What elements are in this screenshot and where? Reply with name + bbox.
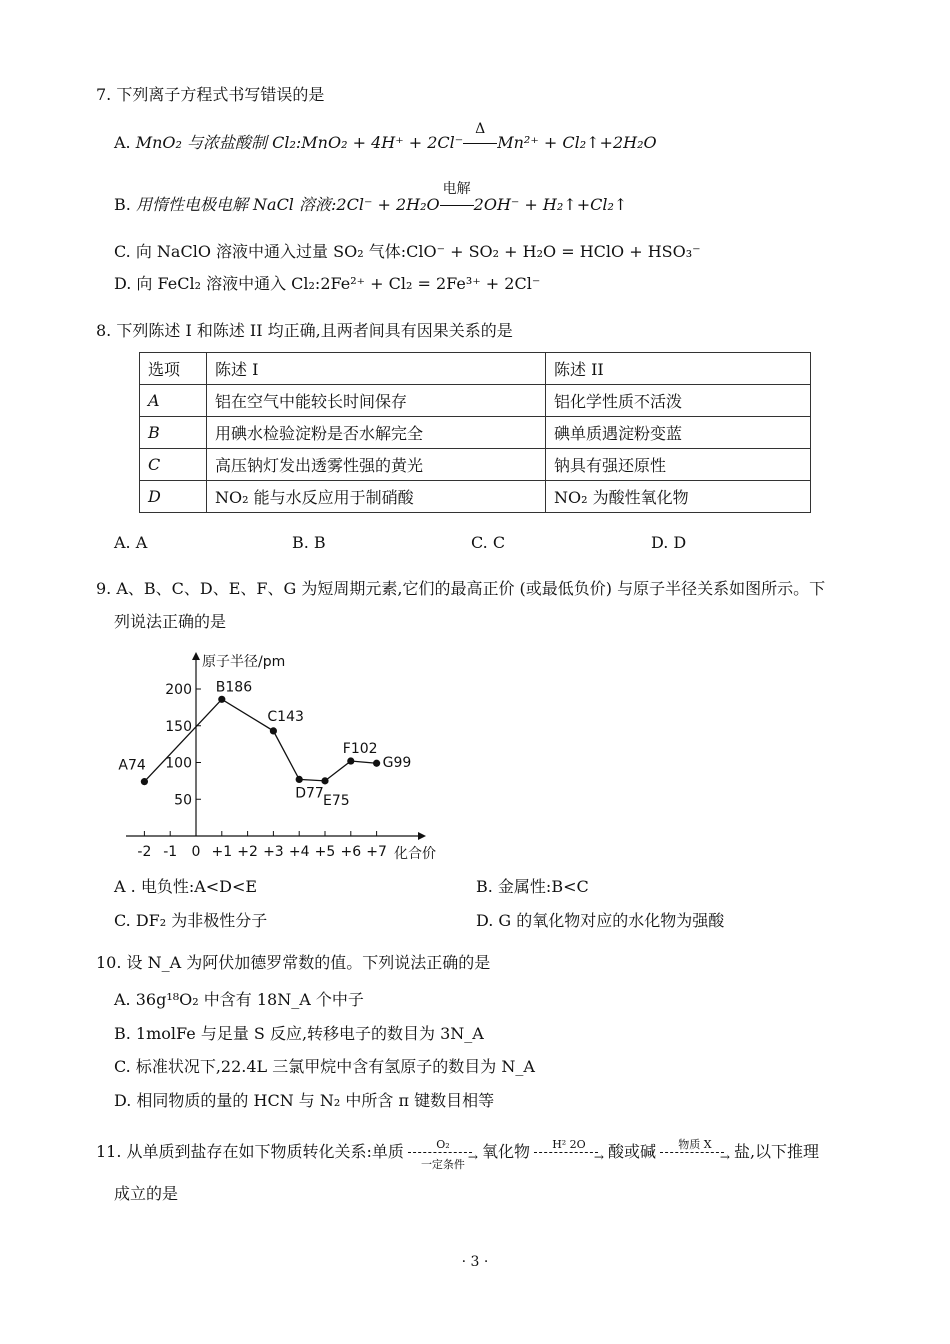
- y-tick-label: 200: [165, 682, 192, 698]
- q10-option-c: C. 标准状况下,22.4L 三氯甲烷中含有氢原子的数目为 N_A: [114, 1057, 535, 1076]
- row-statement-1: 高压钠灯发出透雾性强的黄光: [207, 449, 546, 481]
- x-tick-label: +2: [237, 844, 258, 860]
- row-statement-2: 铝化学性质不活泼: [546, 385, 811, 417]
- q9-option-a: A . 电负性:A<D<E: [114, 877, 258, 896]
- electrolysis-label: 电解: [442, 181, 471, 197]
- q7-option-c: C. 向 NaClO 溶液中通入过量 SO₂ 气体:ClO⁻ + SO₂ + H₂O = HClO + HSO₃⁻: [114, 242, 701, 261]
- q9-option-d: D. G 的氧化物对应的水化物为强酸: [476, 911, 725, 930]
- q7-b-text: 用惰性电极电解 NaCl 溶液:2Cl⁻ + 2H₂O: [135, 195, 440, 214]
- q11-arrow-1: [408, 1137, 478, 1171]
- x-tick-label: +7: [366, 844, 387, 860]
- q7-a-rest: Mn²⁺ + Cl₂↑+2H₂O: [497, 133, 657, 152]
- q8-choice-b: B. B: [292, 533, 326, 552]
- q11-stem-c: 成立的是: [114, 1184, 179, 1203]
- x-axis-arrow-icon: [418, 832, 426, 840]
- q10-option-b: B. 1molFe 与足量 S 反应,转移电子的数目为 3N_A: [114, 1024, 484, 1043]
- row-statement-1: NO₂ 能与水反应用于制硝酸: [207, 481, 546, 513]
- table-header-row: [140, 353, 811, 385]
- q8-table: [139, 352, 811, 513]
- table-row: [140, 481, 811, 513]
- x-tick-label: +1: [211, 844, 233, 860]
- q7-stem: 7. 下列离子方程式书写错误的是: [96, 85, 325, 104]
- q11-stem: [96, 1137, 820, 1171]
- q8-choice-d: D. D: [651, 533, 687, 552]
- data-label: F102: [342, 741, 378, 758]
- table-row: [140, 385, 811, 417]
- row-statement-1: 铝在空气中能较长时间保存: [207, 385, 546, 417]
- q11-stem-b: 盐,以下推理: [733, 1142, 820, 1161]
- data-label: E75: [323, 792, 350, 809]
- y-tick-label: 100: [165, 755, 192, 772]
- q8-choice-a: A. A: [114, 533, 148, 552]
- x-tick-label: 0: [191, 844, 201, 860]
- q7-option-a: [114, 121, 657, 154]
- row-option: D: [140, 481, 207, 513]
- row-statement-2: 钠具有强还原性: [546, 449, 811, 481]
- header-statement-2: 陈述 II: [546, 353, 811, 385]
- arrow1-top: O₂: [436, 1137, 450, 1151]
- x-tick-label: -2: [137, 844, 152, 860]
- table-row: [140, 417, 811, 449]
- q10-stem: 10. 设 N_A 为阿伏加德罗常数的值。下列说法正确的是: [96, 953, 491, 972]
- x-tick-label: +3: [263, 844, 284, 860]
- arrow-head-icon: →: [467, 1149, 478, 1164]
- x-tick-label: +6: [340, 844, 362, 860]
- q7-a-text: MnO₂ 与浓盐酸制 Cl₂:MnO₂ + 4H⁺ + 2Cl⁻: [135, 133, 464, 152]
- data-label: C143: [267, 708, 304, 725]
- q7-option-b: [114, 181, 628, 216]
- data-label: A74: [118, 757, 146, 774]
- q7-a-prefix: A.: [114, 133, 136, 152]
- x-axis-label: 化合价: [394, 846, 436, 862]
- data-label: D77: [295, 785, 324, 802]
- q7-option-d: D. 向 FeCl₂ 溶液中通入 Cl₂:2Fe²⁺ + Cl₂ = 2Fe³⁺ + 2Cl⁻: [114, 274, 541, 293]
- x-tick-label: +4: [288, 844, 310, 860]
- row-statement-2: 碘单质遇淀粉变蓝: [546, 417, 811, 449]
- q7-b-condition: [440, 181, 474, 216]
- data-point: [218, 696, 225, 703]
- y-axis-arrow-icon: [192, 652, 200, 660]
- heat-symbol: Δ: [475, 121, 486, 137]
- row-option: A: [140, 385, 207, 417]
- q10-option-a: A. 36g¹⁸O₂ 中含有 18N_A 个中子: [114, 990, 364, 1009]
- q8-choice-c: C. C: [471, 533, 506, 552]
- row-statement-2: NO₂ 为酸性氧化物: [546, 481, 811, 513]
- row-statement-1: 用碘水检验淀粉是否水解完全: [207, 417, 546, 449]
- row-option: C: [140, 449, 207, 481]
- arrow1-bottom: 一定条件: [420, 1157, 465, 1171]
- q9-option-c: C. DF₂ 为非极性分子: [114, 911, 268, 930]
- q9-stem-line2: 列说法正确的是: [114, 612, 227, 631]
- q9-stem-line1: 9. A、B、C、D、E、F、G 为短周期元素,它们的最高正价 (或最低负价) 与原子半径关系如图所示。下: [96, 579, 826, 598]
- q11-arrow-3: [660, 1137, 730, 1164]
- x-tick-label: +5: [314, 844, 336, 860]
- arrow-head-icon: →: [593, 1149, 604, 1164]
- data-point: [270, 727, 277, 734]
- radius-valence-chart: [118, 648, 458, 866]
- q10-option-d: D. 相同物质的量的 HCN 与 N₂ 中所含 π 键数目相等: [114, 1091, 495, 1110]
- data-point: [296, 776, 303, 783]
- arrow3-top: 物质 X: [678, 1137, 712, 1151]
- q8-stem: 8. 下列陈述 I 和陈述 II 均正确,且两者间具有因果关系的是: [96, 321, 513, 340]
- header-statement-1: 陈述 I: [207, 353, 546, 385]
- y-tick-label: 50: [174, 792, 192, 809]
- arrow-head-icon: →: [719, 1149, 730, 1164]
- q7-b-prefix: B.: [114, 195, 136, 214]
- data-label: B186: [215, 679, 253, 696]
- q9-option-b: B. 金属性:B<C: [476, 877, 589, 896]
- page-number: · 3 ·: [461, 1254, 489, 1270]
- y-tick-label: 150: [165, 718, 192, 735]
- data-point: [373, 760, 380, 767]
- q11-mid-2: 酸或碱: [607, 1142, 656, 1161]
- data-label: G99: [382, 755, 412, 772]
- q7-b-rest: 2OH⁻ + H₂↑+Cl₂↑: [473, 195, 628, 214]
- q11-stem-a: 11. 从单质到盐存在如下物质转化关系:单质: [96, 1142, 404, 1161]
- q11-mid-1: 氧化物: [481, 1142, 530, 1161]
- data-point: [141, 778, 148, 785]
- data-point: [321, 777, 328, 784]
- arrow2-top: H² 2O: [552, 1137, 586, 1151]
- row-option: B: [140, 417, 207, 449]
- data-point: [347, 757, 354, 764]
- x-tick-label: -1: [163, 844, 178, 860]
- table-row: [140, 449, 811, 481]
- q11-arrow-2: [534, 1137, 604, 1164]
- header-option: 选项: [140, 353, 207, 385]
- q7-a-condition: [463, 121, 497, 154]
- y-axis-label: 原子半径/pm: [202, 654, 286, 670]
